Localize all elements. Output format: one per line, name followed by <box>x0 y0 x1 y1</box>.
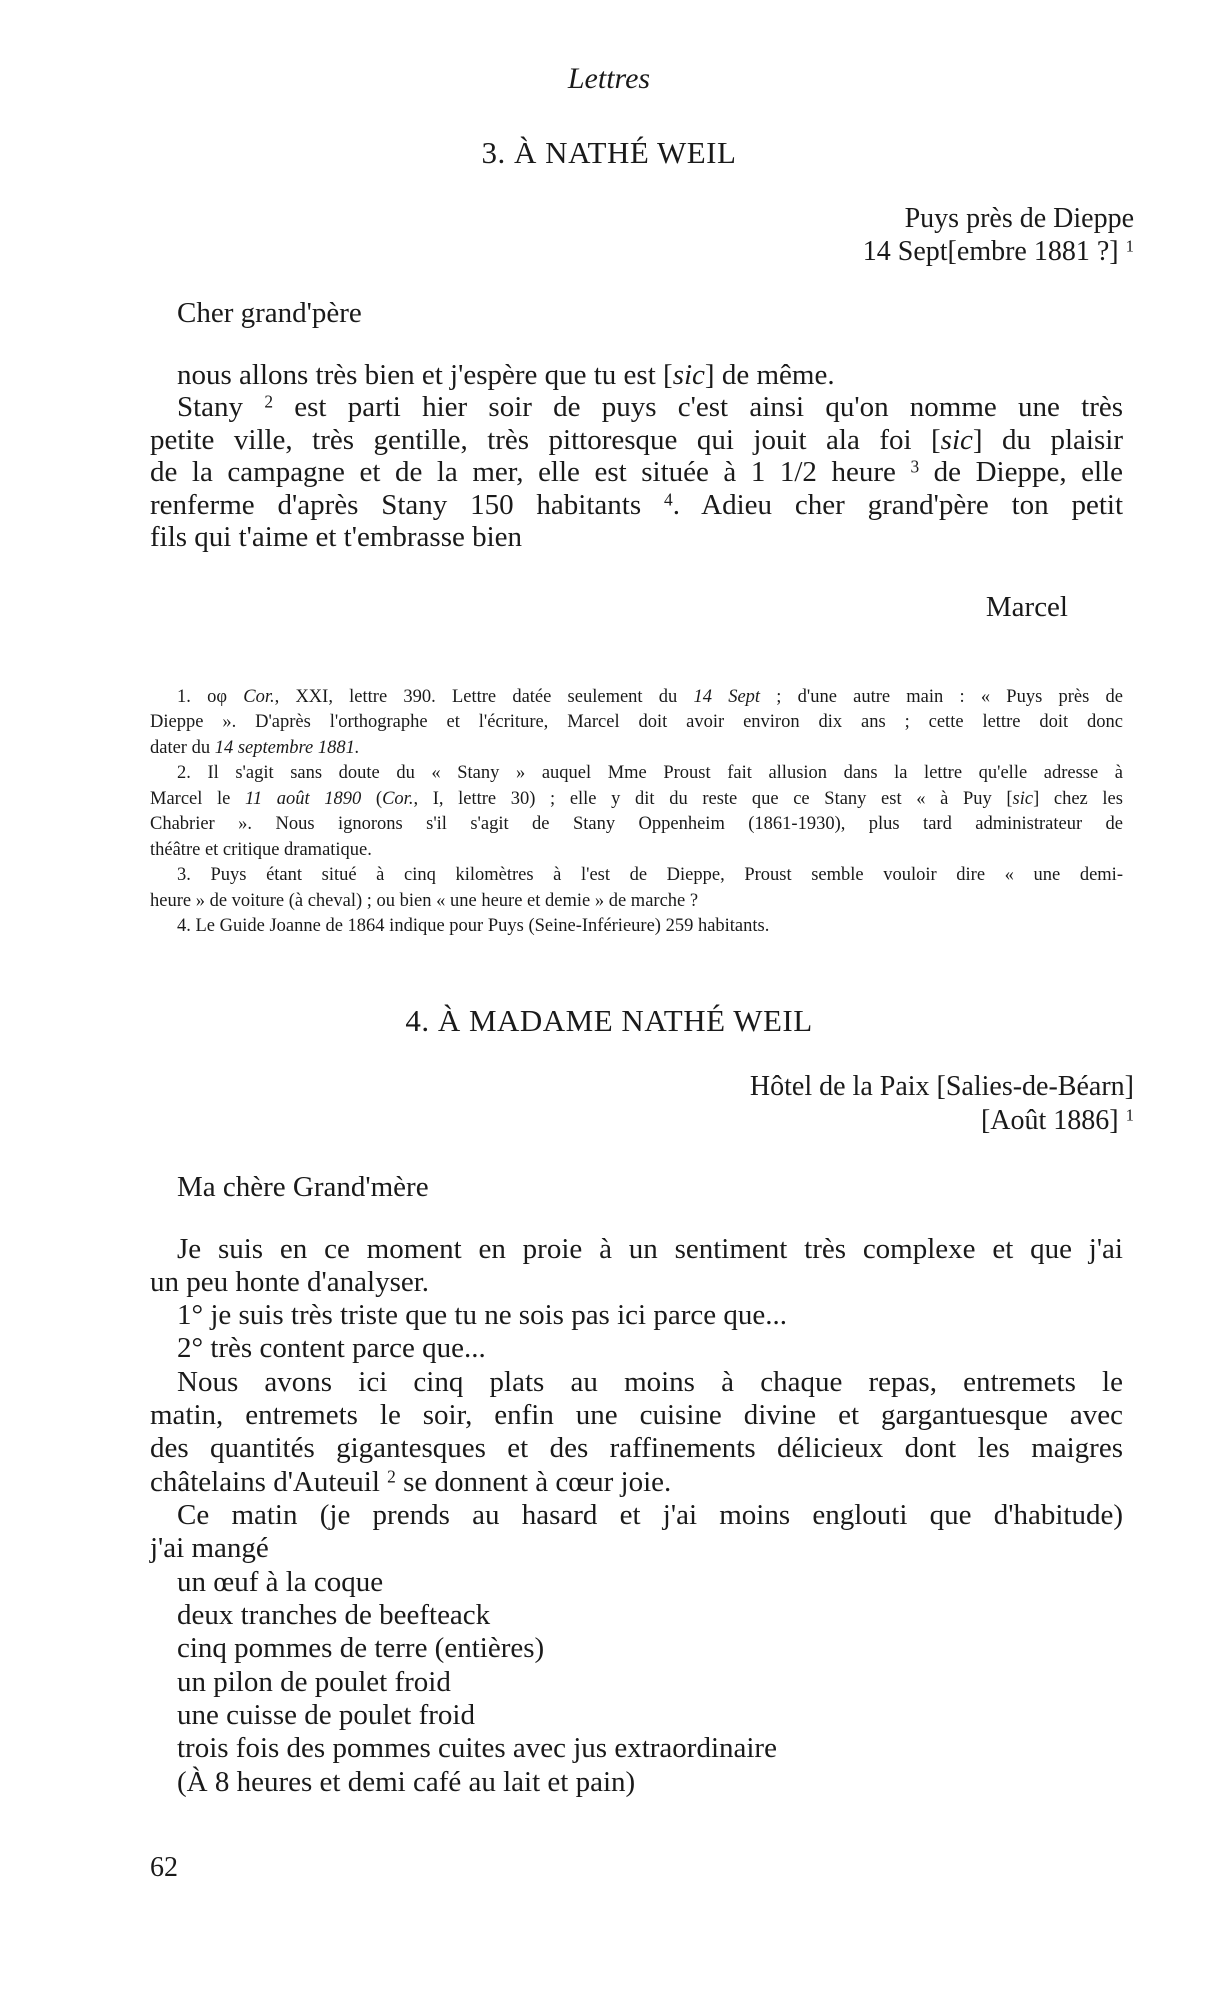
letter-3-date: 14 Sept[embre 1881 ?] <box>862 236 1119 267</box>
letter-4-line: châtelains d'Auteuil $^2$ se donnent à cœur joie. <box>150 1466 672 1498</box>
footnote-ref: 2 <box>387 1466 396 1487</box>
menu-item: (À 8 heures et demi café au lait et pain) <box>177 1766 636 1798</box>
footnote-3: heure » de voiture (à cheval) ; ou bien « une heure et demie » de marche ? <box>150 891 699 911</box>
letter-3-line: petite ville, très gentille, très pittoresque qui jouit ala foi [sic] du plaisir <box>150 424 1123 456</box>
letter-3-line: renferme d'après Stany 150 habitants $^4$. Adieu cher grand'père ton petit <box>150 489 1124 521</box>
letter-3-title: 3. À NATHÉ WEIL <box>481 135 737 170</box>
footnote-ref: 4 <box>663 489 673 510</box>
footnote-1: 1. οφ Cor., XXI, lettre 390. Lettre datée seulement du 14 Sept ; d'une autre main : « Puys près de <box>177 687 1123 707</box>
footnote-2: Chabrier ». Nous ignorons s'il s'agit de Stany Oppenheim (1861-1930), plus tard administrateur de <box>150 814 1123 834</box>
footnote-ref: 1 <box>1125 1105 1134 1125</box>
letter-3-line: fils qui t'aime et t'embrasse bien <box>150 521 523 553</box>
footnote-3: 3. Puys étant situé à cinq kilomètres à l'est de Dieppe, Proust semble vouloir dire « une demi- <box>177 865 1123 885</box>
menu-item: cinq pommes de terre (entières) <box>177 1632 545 1664</box>
letter-4-line: matin, entremets le soir, enfin une cuisine divine et gargantuesque avec <box>150 1399 1123 1431</box>
letter-4-dateline <box>981 1105 1134 1137</box>
menu-item: une cuisse de poulet froid <box>177 1699 475 1731</box>
footnote-ref: 3 <box>910 456 920 477</box>
footnote-2: 2. Il s'agit sans doute du « Stany » auquel Mme Proust fait allusion dans la lettre qu'elle adresse à <box>177 763 1123 783</box>
letter-3-line: de la campagne et de la mer, elle est située à 1 1/2 heure $^3$ de Dieppe, elle <box>150 456 1123 488</box>
letter-4-line: des quantités gigantesques et des raffinements délicieux dont les maigres <box>150 1432 1123 1464</box>
page-number: 62 <box>150 1852 178 1883</box>
letter-4-line: 2° très content parce que... <box>177 1332 486 1364</box>
footnote-2: théâtre et critique dramatique. <box>150 840 372 860</box>
menu-item: un œuf à la coque <box>177 1566 384 1598</box>
letter-3-line: Stany $^2$ est parti hier soir de puys c'est ainsi qu'on nomme une très <box>177 391 1124 423</box>
letter-3-signature: Marcel <box>985 591 1068 623</box>
footnote-ref: 1 <box>1125 236 1134 256</box>
letter-4-salutation: Ma chère Grand'mère <box>177 1171 429 1203</box>
letter-4-line: Nous avons ici cinq plats au moins à chaque repas, entremets le <box>177 1366 1123 1398</box>
letter-4-line: j'ai mangé <box>150 1532 269 1564</box>
letter-4-line: Ce matin (je prends au hasard et j'ai moins englouti que d'habitude) <box>177 1499 1123 1531</box>
letter-4-date: [Août 1886] <box>980 1105 1119 1136</box>
menu-item: trois fois des pommes cuites avec jus extraordinaire <box>177 1732 777 1764</box>
letter-4-place: Hôtel de la Paix [Salies-de-Béarn] <box>749 1071 1134 1102</box>
footnote-1: dater du 14 septembre 1881. <box>150 738 360 758</box>
letter-4-line: 1° je suis très triste que tu ne sois pas ici parce que... <box>177 1299 787 1331</box>
letter-3-salutation: Cher grand'père <box>177 297 362 329</box>
letter-4-title: 4. À MADAME NATHÉ WEIL <box>405 1003 813 1038</box>
running-head: Lettres <box>567 62 651 95</box>
footnote-2: Marcel le 11 août 1890 (Cor., I, lettre 30) ; elle y dit du reste que ce Stany est « à Puy [sic] chez les <box>150 789 1123 809</box>
letter-4-line: Je suis en ce moment en proie à un sentiment très complexe et que j'ai <box>177 1233 1123 1265</box>
menu-item: un pilon de poulet froid <box>177 1666 451 1698</box>
footnote-ref: 2 <box>264 391 274 412</box>
letter-3-line: nous allons très bien et j'espère que tu est [sic] de même. <box>177 359 835 391</box>
letter-3-dateline <box>863 236 1134 268</box>
footnote-4: 4. Le Guide Joanne de 1864 indique pour Puys (Seine-Inférieure) 259 habitants. <box>177 916 770 936</box>
footnote-1: Dieppe ». D'après l'orthographe et l'écriture, Marcel doit avoir environ dix ans ; cette lettre doit donc <box>150 712 1123 732</box>
letter-3-place: Puys près de Dieppe <box>904 203 1134 234</box>
letter-4-line: un peu honte d'analyser. <box>150 1266 430 1298</box>
menu-item: deux tranches de beefteack <box>177 1599 491 1631</box>
